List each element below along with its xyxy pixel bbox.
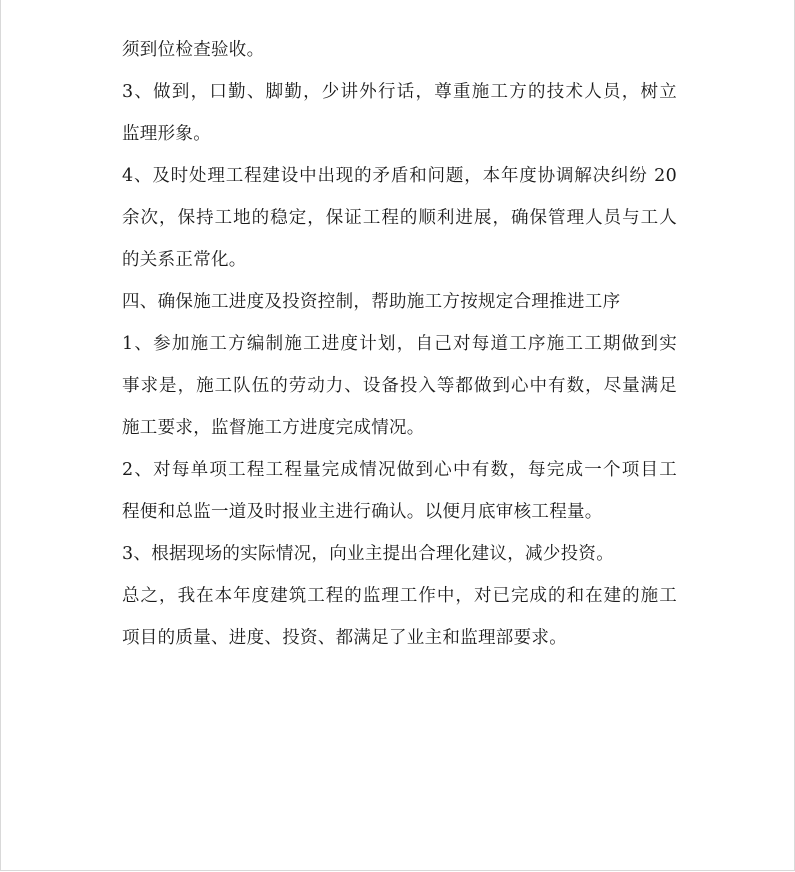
text-line: 监理形象。 (122, 124, 211, 144)
text-line: 程便和总监一道及时报业主进行确认。以便月底审核工程量。 (122, 502, 603, 522)
text-line: 余次，保持工地的稳定，保证工程的顺利进展，确保管理人员与工人 (122, 208, 677, 228)
text-line: 的关系正常化。 (122, 250, 247, 270)
text-line: 3、做到，口勤、脚勤，少讲外行话，尊重施工方的技术人员，树立 (122, 82, 677, 102)
text-line: 事求是，施工队伍的劳动力、设备投入等都做到心中有数，尽量满足 (122, 376, 677, 396)
text-line: 3、根据现场的实际情况，向业主提出合理化建议，减少投资。 (122, 544, 615, 564)
text-line: 项目的质量、进度、投资、都满足了业主和监理部要求。 (122, 628, 567, 648)
text-line: 1、参加施工方编制施工进度计划，自己对每道工序施工工期做到实 (122, 334, 677, 354)
text-line: 施工要求，监督施工方进度完成情况。 (122, 418, 425, 438)
text-line: 总之，我在本年度建筑工程的监理工作中，对已完成的和在建的施工 (122, 586, 677, 606)
text-line: 须到位检查验收。 (122, 40, 265, 60)
section-heading: 四、确保施工进度及投资控制，帮助施工方按规定合理推进工序 (122, 292, 621, 312)
document-body (122, 34, 677, 664)
text-line: 4、及时处理工程建设中出现的矛盾和问题，本年度协调解决纠纷 20 (122, 166, 677, 186)
text-line: 2、对每单项工程工程量完成情况做到心中有数，每完成一个项目工 (122, 460, 677, 480)
